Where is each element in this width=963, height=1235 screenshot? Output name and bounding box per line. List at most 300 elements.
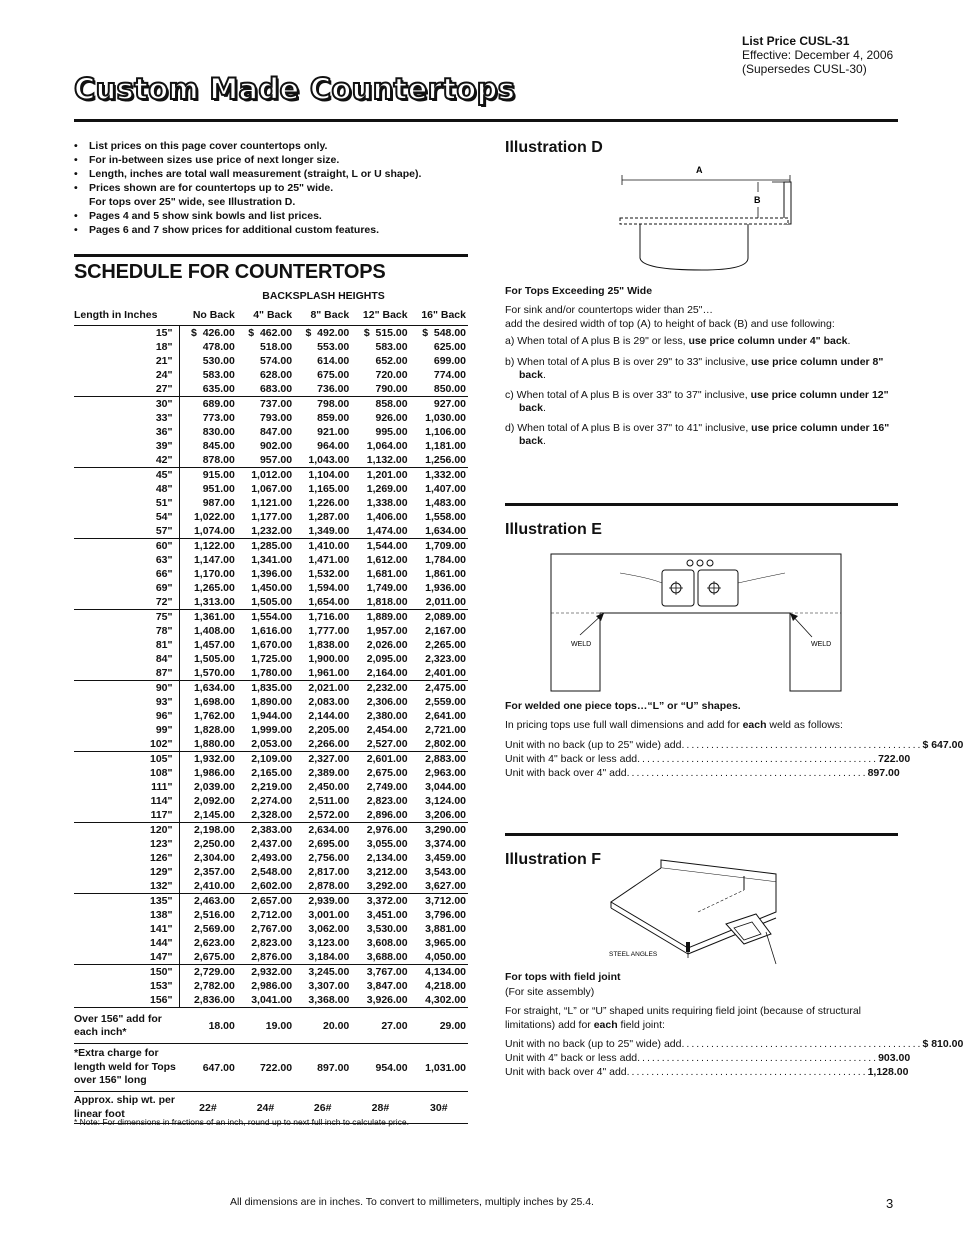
price-row: Unit with 4" back or less add ................................................. 903.00 bbox=[505, 1052, 911, 1064]
illustration-f-rule bbox=[505, 833, 898, 836]
table-row bbox=[74, 823, 468, 838]
column-header-12-back: 12" Back bbox=[351, 305, 409, 326]
price-cell: 2,327.00 bbox=[308, 753, 350, 765]
price-cell: 3,543.00 bbox=[425, 866, 466, 878]
column-header-4-back: 4" Back bbox=[237, 305, 294, 326]
steel-angles-label: STEEL ANGLES bbox=[609, 951, 658, 958]
table-row bbox=[74, 993, 468, 1008]
table-row bbox=[74, 766, 468, 780]
price-cell: 1,256.00 bbox=[410, 453, 468, 468]
price-cell: 773.00 bbox=[202, 412, 235, 424]
length-cell: 144" bbox=[74, 936, 179, 950]
price-cell: 1,725.00 bbox=[251, 653, 293, 665]
price-cell: 1,349.00 bbox=[294, 524, 351, 539]
price-cell: $ 515.00 bbox=[363, 327, 408, 339]
price-cell: 530.00 bbox=[202, 355, 235, 367]
price-cell: 1,332.00 bbox=[425, 469, 466, 481]
bullet-item: • Pages 6 and 7 show prices for additional custom features. bbox=[74, 223, 494, 237]
length-cell: 147" bbox=[74, 950, 179, 965]
table-row bbox=[74, 666, 468, 681]
extra-cell: 722.00 bbox=[237, 1044, 294, 1092]
illustration-f-intro: For straight, “L” or “U” shaped units requiring field joint (because of structural limitations) add for each field joint: bbox=[505, 1005, 861, 1031]
price-cell: 1,780.00 bbox=[237, 666, 294, 681]
intro-line: For sink and/or countertops wider than 25"… bbox=[505, 304, 714, 316]
price-cell: 1,313.00 bbox=[179, 595, 237, 610]
price-cell: 1,634.00 bbox=[193, 682, 235, 694]
price-cell: 1,012.00 bbox=[251, 469, 293, 481]
price-cell: 1,338.00 bbox=[366, 497, 408, 509]
price-row: Unit with back over 4" add ................................................. 897.00 bbox=[505, 767, 900, 779]
price-cell: 2,205.00 bbox=[308, 724, 350, 736]
price-cell: 1,818.00 bbox=[351, 595, 409, 610]
price-cell: 3,881.00 bbox=[425, 923, 466, 935]
price-cell: 1,450.00 bbox=[251, 582, 293, 594]
price-cell: 1,889.00 bbox=[366, 611, 408, 623]
table-row bbox=[74, 595, 468, 610]
price-cell: 2,357.00 bbox=[193, 866, 235, 878]
price-cell: 2,265.00 bbox=[425, 639, 466, 651]
bullet-continuation: For tops over 25" wide, see Illustration D. bbox=[89, 196, 296, 208]
table-row bbox=[74, 439, 468, 453]
length-cell: 42" bbox=[74, 453, 179, 468]
price-cell: 683.00 bbox=[237, 382, 294, 397]
price-cell: 2,463.00 bbox=[193, 895, 235, 907]
table-row bbox=[74, 695, 468, 709]
price-cell: 1,616.00 bbox=[251, 625, 293, 637]
price-cell: 1,408.00 bbox=[193, 625, 235, 637]
price-cell: 3,184.00 bbox=[294, 950, 351, 965]
price-cell: 2,721.00 bbox=[425, 724, 466, 736]
price-cell: 3,123.00 bbox=[308, 937, 350, 949]
table-row bbox=[74, 524, 468, 539]
price-cell: 583.00 bbox=[375, 341, 408, 353]
price-cell: 2,634.00 bbox=[308, 824, 350, 836]
extra-cell: 22# bbox=[179, 1092, 237, 1124]
price-cell: 1,681.00 bbox=[366, 568, 408, 580]
price-cell: 1,558.00 bbox=[425, 511, 466, 523]
price-cell: 675.00 bbox=[317, 369, 350, 381]
length-cell: 114" bbox=[74, 794, 179, 808]
length-cell: 126" bbox=[74, 851, 179, 865]
backsplash-heading: BACKSPLASH HEIGHTS bbox=[262, 290, 385, 302]
price-cell: 1,104.00 bbox=[308, 469, 350, 481]
price-cell: 2,475.00 bbox=[425, 682, 466, 694]
price-cell: 1,064.00 bbox=[366, 440, 408, 452]
price-cell: 628.00 bbox=[259, 369, 293, 381]
price-cell: 4,134.00 bbox=[425, 966, 466, 978]
price-cell: 1,838.00 bbox=[308, 639, 350, 651]
price-cell: 847.00 bbox=[259, 426, 293, 438]
price-cell: 1,410.00 bbox=[308, 540, 350, 552]
price-cell: 2,883.00 bbox=[425, 753, 466, 765]
length-cell: 150" bbox=[74, 965, 179, 980]
price-cell: 3,307.00 bbox=[308, 980, 350, 992]
price-cell: 1,121.00 bbox=[251, 497, 293, 509]
table-row bbox=[74, 553, 468, 567]
price-cell: 2,092.00 bbox=[193, 795, 235, 807]
schedule-extras bbox=[74, 1008, 468, 1124]
price-cell: 902.00 bbox=[259, 440, 293, 452]
table-row bbox=[74, 397, 468, 412]
extra-cell: 27.00 bbox=[351, 1008, 409, 1044]
price-cell: 2,380.00 bbox=[366, 710, 408, 722]
schedule-rule bbox=[74, 254, 468, 257]
price-cell: 2,053.00 bbox=[237, 737, 294, 752]
price-cell: $ 548.00 bbox=[422, 327, 466, 339]
table-row bbox=[74, 752, 468, 767]
footnote: * Note: For dimensions in fractions of an inch, round up to next full inch to calculate price. bbox=[74, 1117, 409, 1127]
price-cell: 518.00 bbox=[259, 341, 293, 353]
table-row bbox=[74, 865, 468, 879]
price-cell: 2,304.00 bbox=[193, 852, 235, 864]
price-cell: 3,451.00 bbox=[366, 909, 408, 921]
price-cell: 1,226.00 bbox=[308, 497, 350, 509]
price-cell: $ 492.00 bbox=[305, 327, 350, 339]
price-cell: 652.00 bbox=[375, 355, 408, 367]
price-cell: 774.00 bbox=[433, 369, 466, 381]
length-cell: 21" bbox=[74, 354, 179, 368]
extra-label-over156: Over 156" add for each inch* bbox=[74, 1008, 179, 1044]
length-cell: 99" bbox=[74, 723, 179, 737]
table-row bbox=[74, 468, 468, 483]
price-cell: 1,957.00 bbox=[366, 625, 408, 637]
price-cell: 2,623.00 bbox=[193, 937, 235, 949]
length-cell: 135" bbox=[74, 894, 179, 909]
price-cell: 1,407.00 bbox=[425, 483, 466, 495]
price-cell: 2,516.00 bbox=[193, 909, 235, 921]
price-cell: 2,729.00 bbox=[193, 966, 235, 978]
table-row bbox=[74, 979, 468, 993]
rule-item: b) When total of A plus B is over 29" to 33" inclusive, use price column under 8" back. bbox=[505, 355, 884, 381]
price-cell: 2,939.00 bbox=[308, 895, 350, 907]
length-cell: 69" bbox=[74, 581, 179, 595]
price-cell: 2,219.00 bbox=[251, 781, 293, 793]
price-row: Unit with no back (up to 25" wide) add ................................................. $ 810.00 bbox=[505, 1038, 963, 1050]
illustration-e-subhead: For welded one piece tops…“L” or “U” shapes. bbox=[505, 700, 741, 712]
length-cell: 93" bbox=[74, 695, 179, 709]
length-cell: 105" bbox=[74, 752, 179, 767]
price-cell: 1,762.00 bbox=[193, 710, 235, 722]
price-cell: 3,292.00 bbox=[351, 879, 409, 894]
price-cell: 2,328.00 bbox=[237, 808, 294, 823]
price-cell: 845.00 bbox=[202, 440, 235, 452]
price-cell: 2,145.00 bbox=[179, 808, 237, 823]
price-cell: 3,767.00 bbox=[366, 966, 408, 978]
price-cell: 2,712.00 bbox=[251, 909, 293, 921]
extra-cell: 18.00 bbox=[179, 1008, 237, 1044]
label-a: A bbox=[696, 165, 703, 175]
extra-cell: 20.00 bbox=[294, 1008, 351, 1044]
length-cell: 78" bbox=[74, 624, 179, 638]
table-row bbox=[74, 709, 468, 723]
price-cell: 850.00 bbox=[410, 382, 468, 397]
price-cell: 2,021.00 bbox=[308, 682, 350, 694]
price-cell: 1,986.00 bbox=[193, 767, 235, 779]
price-cell: 1,784.00 bbox=[425, 554, 466, 566]
price-cell: 921.00 bbox=[317, 426, 350, 438]
price-cell: 878.00 bbox=[179, 453, 237, 468]
price-cell: 3,055.00 bbox=[366, 838, 408, 850]
table-row bbox=[74, 610, 468, 625]
extra-cell: 954.00 bbox=[351, 1044, 409, 1092]
price-cell: 1,861.00 bbox=[425, 568, 466, 580]
price-cell: 2,323.00 bbox=[425, 653, 466, 665]
price-cell: 2,401.00 bbox=[410, 666, 468, 681]
price-cell: 1,532.00 bbox=[308, 568, 350, 580]
rule-item: a) When total of A plus B is 29" or less, use price column under 4" back. bbox=[505, 335, 851, 347]
price-cell: 2,569.00 bbox=[193, 923, 235, 935]
price-cell: 3,530.00 bbox=[366, 923, 408, 935]
price-cell: 1,483.00 bbox=[425, 497, 466, 509]
length-cell: 96" bbox=[74, 709, 179, 723]
illustration-e-rule bbox=[505, 503, 898, 506]
price-cell: 2,782.00 bbox=[193, 980, 235, 992]
column-header-no-back: No Back bbox=[179, 305, 237, 326]
length-cell: 117" bbox=[74, 808, 179, 823]
price-cell: 1,122.00 bbox=[193, 540, 235, 552]
price-cell: 830.00 bbox=[202, 426, 235, 438]
rule-item: c) When total of A plus B is over 33" to 37" inclusive, use price column under 12" back. bbox=[505, 388, 889, 414]
price-cell: 736.00 bbox=[294, 382, 351, 397]
price-cell: 2,095.00 bbox=[366, 653, 408, 665]
table-row bbox=[74, 652, 468, 666]
price-cell: 987.00 bbox=[202, 497, 235, 509]
price-cell: 635.00 bbox=[179, 382, 237, 397]
price-row: Unit with back over 4" add ................................................. 1,128.00 bbox=[505, 1066, 909, 1078]
illustration-f-subhead: For tops with field joint bbox=[505, 971, 621, 983]
table-row bbox=[74, 922, 468, 936]
price-cell: 1,132.00 bbox=[351, 453, 409, 468]
price-cell: 995.00 bbox=[375, 426, 408, 438]
price-cell: 798.00 bbox=[317, 398, 350, 410]
length-cell: 15" bbox=[74, 326, 179, 341]
table-row bbox=[74, 425, 468, 439]
price-cell: 3,459.00 bbox=[425, 852, 466, 864]
illustration-f-price-list bbox=[505, 1037, 963, 1079]
price-cell: 2,749.00 bbox=[366, 781, 408, 793]
price-cell: 2,836.00 bbox=[179, 993, 237, 1008]
price-cell: 2,675.00 bbox=[179, 950, 237, 965]
extra-cell: 29.00 bbox=[410, 1008, 468, 1044]
price-cell: 1,406.00 bbox=[366, 511, 408, 523]
length-cell: 90" bbox=[74, 681, 179, 696]
price-cell: 3,926.00 bbox=[351, 993, 409, 1008]
price-cell: 964.00 bbox=[317, 440, 350, 452]
price-cell: 926.00 bbox=[375, 412, 408, 424]
effective-date: Effective: December 4, 2006 bbox=[742, 48, 894, 62]
price-cell: 2,011.00 bbox=[410, 595, 468, 610]
price-cell: 1,505.00 bbox=[237, 595, 294, 610]
illustration-e-intro: In pricing tops use full wall dimensions and add for each weld as follows: bbox=[505, 719, 843, 731]
price-cell: 2,083.00 bbox=[308, 696, 350, 708]
price-cell: 3,001.00 bbox=[308, 909, 350, 921]
price-cell: 2,109.00 bbox=[251, 753, 293, 765]
price-cell: 625.00 bbox=[433, 341, 466, 353]
price-cell: 1,936.00 bbox=[425, 582, 466, 594]
length-cell: 63" bbox=[74, 553, 179, 567]
price-cell: 1,201.00 bbox=[366, 469, 408, 481]
price-cell: 2,266.00 bbox=[294, 737, 351, 752]
price-cell: 1,287.00 bbox=[308, 511, 350, 523]
length-cell: 66" bbox=[74, 567, 179, 581]
illustration-d-rules bbox=[505, 335, 895, 449]
price-cell: 1,474.00 bbox=[351, 524, 409, 539]
table-row bbox=[74, 737, 468, 752]
price-cell: 1,900.00 bbox=[308, 653, 350, 665]
table-row bbox=[74, 482, 468, 496]
length-cell: 102" bbox=[74, 737, 179, 752]
schedule-body bbox=[74, 326, 468, 1008]
price-cell: 1,181.00 bbox=[425, 440, 466, 452]
illustration-f-subhead2: (For site assembly) bbox=[505, 986, 595, 998]
price-list-header bbox=[742, 34, 893, 76]
extra-cell: 24# bbox=[237, 1092, 294, 1124]
table-row bbox=[74, 382, 468, 397]
length-cell: 84" bbox=[74, 652, 179, 666]
price-cell: 2,548.00 bbox=[251, 866, 293, 878]
extra-cell: 26# bbox=[294, 1092, 351, 1124]
table-row bbox=[74, 837, 468, 851]
table-row bbox=[74, 581, 468, 595]
price-cell: 2,134.00 bbox=[366, 852, 408, 864]
price-cell: 2,878.00 bbox=[294, 879, 351, 894]
table-row bbox=[74, 723, 468, 737]
extra-cell: 647.00 bbox=[179, 1044, 237, 1092]
price-cell: 3,627.00 bbox=[410, 879, 468, 894]
price-cell: 1,961.00 bbox=[294, 666, 351, 681]
bullet-item: • List prices on this page cover countertops only. bbox=[74, 139, 494, 153]
price-cell: 2,232.00 bbox=[366, 682, 408, 694]
length-cell: 141" bbox=[74, 922, 179, 936]
length-cell: 120" bbox=[74, 823, 179, 838]
table-row bbox=[74, 354, 468, 368]
price-cell: 2,986.00 bbox=[251, 980, 293, 992]
weld-label-right: WELD bbox=[811, 641, 832, 648]
price-cell: 2,198.00 bbox=[193, 824, 235, 836]
schedule-title: SCHEDULE FOR COUNTERTOPS bbox=[74, 261, 386, 283]
list-price-code: List Price CUSL-31 bbox=[742, 34, 850, 48]
length-cell: 36" bbox=[74, 425, 179, 439]
price-cell: 2,963.00 bbox=[425, 767, 466, 779]
table-row bbox=[74, 453, 468, 468]
table-row bbox=[74, 368, 468, 382]
price-cell: 2,026.00 bbox=[366, 639, 408, 651]
price-cell: 2,383.00 bbox=[251, 824, 293, 836]
price-cell: 2,493.00 bbox=[251, 852, 293, 864]
table-row bbox=[74, 340, 468, 354]
table-row bbox=[74, 908, 468, 922]
table-row bbox=[74, 808, 468, 823]
price-cell: 859.00 bbox=[317, 412, 350, 424]
supersedes-note: (Supersedes CUSL-30) bbox=[742, 62, 867, 76]
intro-line: add the desired width of top (A) to height of back (B) and use following: bbox=[505, 317, 835, 330]
length-cell: 18" bbox=[74, 340, 179, 354]
price-cell: 790.00 bbox=[351, 382, 409, 397]
price-cell: 2,601.00 bbox=[366, 753, 408, 765]
column-header-length: Length in Inches bbox=[74, 305, 179, 326]
length-cell: 45" bbox=[74, 468, 179, 483]
price-cell: 2,657.00 bbox=[251, 895, 293, 907]
price-cell: 3,368.00 bbox=[294, 993, 351, 1008]
bullet-item: • For in-between sizes use price of next longer size. bbox=[74, 153, 494, 167]
table-row bbox=[74, 879, 468, 894]
table-row bbox=[74, 326, 468, 341]
length-cell: 51" bbox=[74, 496, 179, 510]
table-row bbox=[74, 681, 468, 696]
extra-label-weight: Approx. ship wt. per linear foot bbox=[74, 1092, 179, 1124]
price-cell: 2,527.00 bbox=[351, 737, 409, 752]
price-cell: 858.00 bbox=[375, 398, 408, 410]
price-cell: 2,511.00 bbox=[308, 795, 350, 807]
bullet-item: • Prices shown are for countertops up to 25" wide. bbox=[74, 181, 494, 195]
schedule-table bbox=[74, 287, 468, 1124]
price-cell: 2,876.00 bbox=[237, 950, 294, 965]
price-cell: 1,106.00 bbox=[425, 426, 466, 438]
price-cell: 4,218.00 bbox=[425, 980, 466, 992]
illustration-d-diagram bbox=[612, 160, 802, 278]
table-row bbox=[74, 794, 468, 808]
length-cell: 156" bbox=[74, 993, 179, 1008]
length-cell: 54" bbox=[74, 510, 179, 524]
length-cell: 111" bbox=[74, 780, 179, 794]
extra-cell: 897.00 bbox=[294, 1044, 351, 1092]
table-row bbox=[74, 950, 468, 965]
price-cell: 2,089.00 bbox=[425, 611, 466, 623]
price-cell: 1,634.00 bbox=[410, 524, 468, 539]
price-cell: 1,670.00 bbox=[251, 639, 293, 651]
price-cell: 1,944.00 bbox=[251, 710, 293, 722]
price-cell: 1,471.00 bbox=[308, 554, 350, 566]
price-cell: 2,454.00 bbox=[366, 724, 408, 736]
price-cell: 3,062.00 bbox=[308, 923, 350, 935]
price-cell: 1,544.00 bbox=[366, 540, 408, 552]
bullet-item: • Pages 4 and 5 show sink bowls and list prices. bbox=[74, 209, 494, 223]
price-cell: 2,039.00 bbox=[193, 781, 235, 793]
price-cell: 1,570.00 bbox=[179, 666, 237, 681]
price-cell: 2,389.00 bbox=[308, 767, 350, 779]
price-cell: 3,847.00 bbox=[366, 980, 408, 992]
price-cell: 3,044.00 bbox=[425, 781, 466, 793]
price-cell: 1,341.00 bbox=[251, 554, 293, 566]
price-cell: 1,654.00 bbox=[294, 595, 351, 610]
price-cell: 1,880.00 bbox=[179, 737, 237, 752]
bullet-item: • Length, inches are total wall measurement (straight, L or U shape). bbox=[74, 167, 494, 181]
length-cell: 87" bbox=[74, 666, 179, 681]
price-cell: 2,976.00 bbox=[366, 824, 408, 836]
length-cell: 108" bbox=[74, 766, 179, 780]
price-cell: 2,823.00 bbox=[251, 937, 293, 949]
price-cell: 1,932.00 bbox=[193, 753, 235, 765]
price-cell: 553.00 bbox=[317, 341, 350, 353]
price-cell: 2,144.00 bbox=[308, 710, 350, 722]
table-row bbox=[74, 567, 468, 581]
price-cell: 1,022.00 bbox=[193, 511, 235, 523]
column-header-8-back: 8" Back bbox=[294, 305, 351, 326]
price-cell: 1,170.00 bbox=[193, 568, 235, 580]
extra-cell: 28# bbox=[351, 1092, 409, 1124]
length-cell: 153" bbox=[74, 979, 179, 993]
price-cell: 3,965.00 bbox=[425, 937, 466, 949]
illustration-d-title: Illustration D bbox=[505, 139, 603, 156]
price-cell: 3,712.00 bbox=[425, 895, 466, 907]
price-cell: 3,608.00 bbox=[366, 937, 408, 949]
price-cell: 1,147.00 bbox=[193, 554, 235, 566]
length-cell: 129" bbox=[74, 865, 179, 879]
price-cell: 1,067.00 bbox=[251, 483, 293, 495]
table-row bbox=[74, 936, 468, 950]
price-cell: 1,269.00 bbox=[366, 483, 408, 495]
length-cell: 132" bbox=[74, 879, 179, 894]
